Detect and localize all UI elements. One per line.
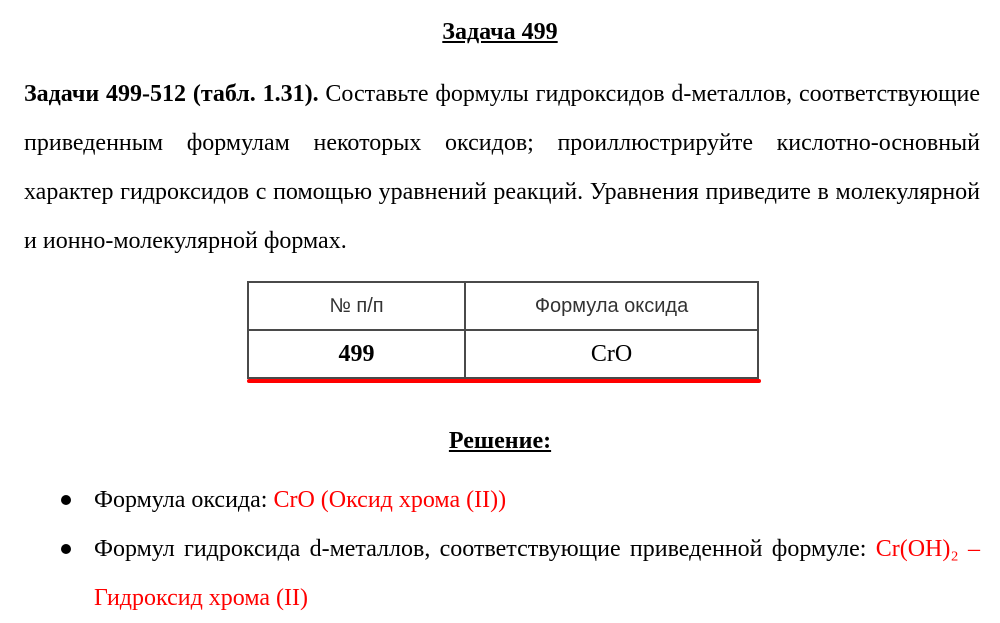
- task-statement: [24, 70, 980, 266]
- table-header-oxide-formula: Формула оксида: [465, 282, 758, 330]
- bullet-value: CrO (Оксид хрома (II)): [273, 487, 507, 513]
- bullet-value: Cr(OH)₂ – Гидроксид хрома (II): [94, 536, 980, 611]
- bullet-icon: [61, 495, 71, 505]
- task-statement-lead: Задачи 499-512 (табл. 1.31).: [24, 81, 319, 107]
- oxide-table: [247, 281, 759, 379]
- table-header-number: № п/п: [248, 282, 465, 330]
- solution-list: [0, 476, 1000, 623]
- table-cell-number: 499: [248, 330, 465, 378]
- task-title: Задача 499: [442, 19, 558, 45]
- task-statement-text: Составьте формулы гидроксидов d-металлов, соответствующие приведенным формулам некоторых оксидов; проиллюстрируйте кислотно-основный характер гидроксидов с помощью уравнений реакций. Уравнения приведите в молекулярной и ионно-молекулярной формах.: [24, 81, 980, 254]
- table-cell-oxide-formula: CrO: [465, 330, 758, 378]
- bullet-label: Формул гидроксида d-металлов, соответствующие приведенной формуле:: [94, 536, 867, 562]
- table-header-row: [248, 282, 758, 330]
- table-underline-highlight: [247, 379, 761, 383]
- solution-title: Решение:: [448, 428, 552, 454]
- bullet-icon: [61, 544, 71, 554]
- list-item: [0, 476, 1000, 525]
- list-item: [0, 525, 1000, 623]
- table-row: [248, 330, 758, 378]
- bullet-label: Формула оксида:: [94, 487, 268, 513]
